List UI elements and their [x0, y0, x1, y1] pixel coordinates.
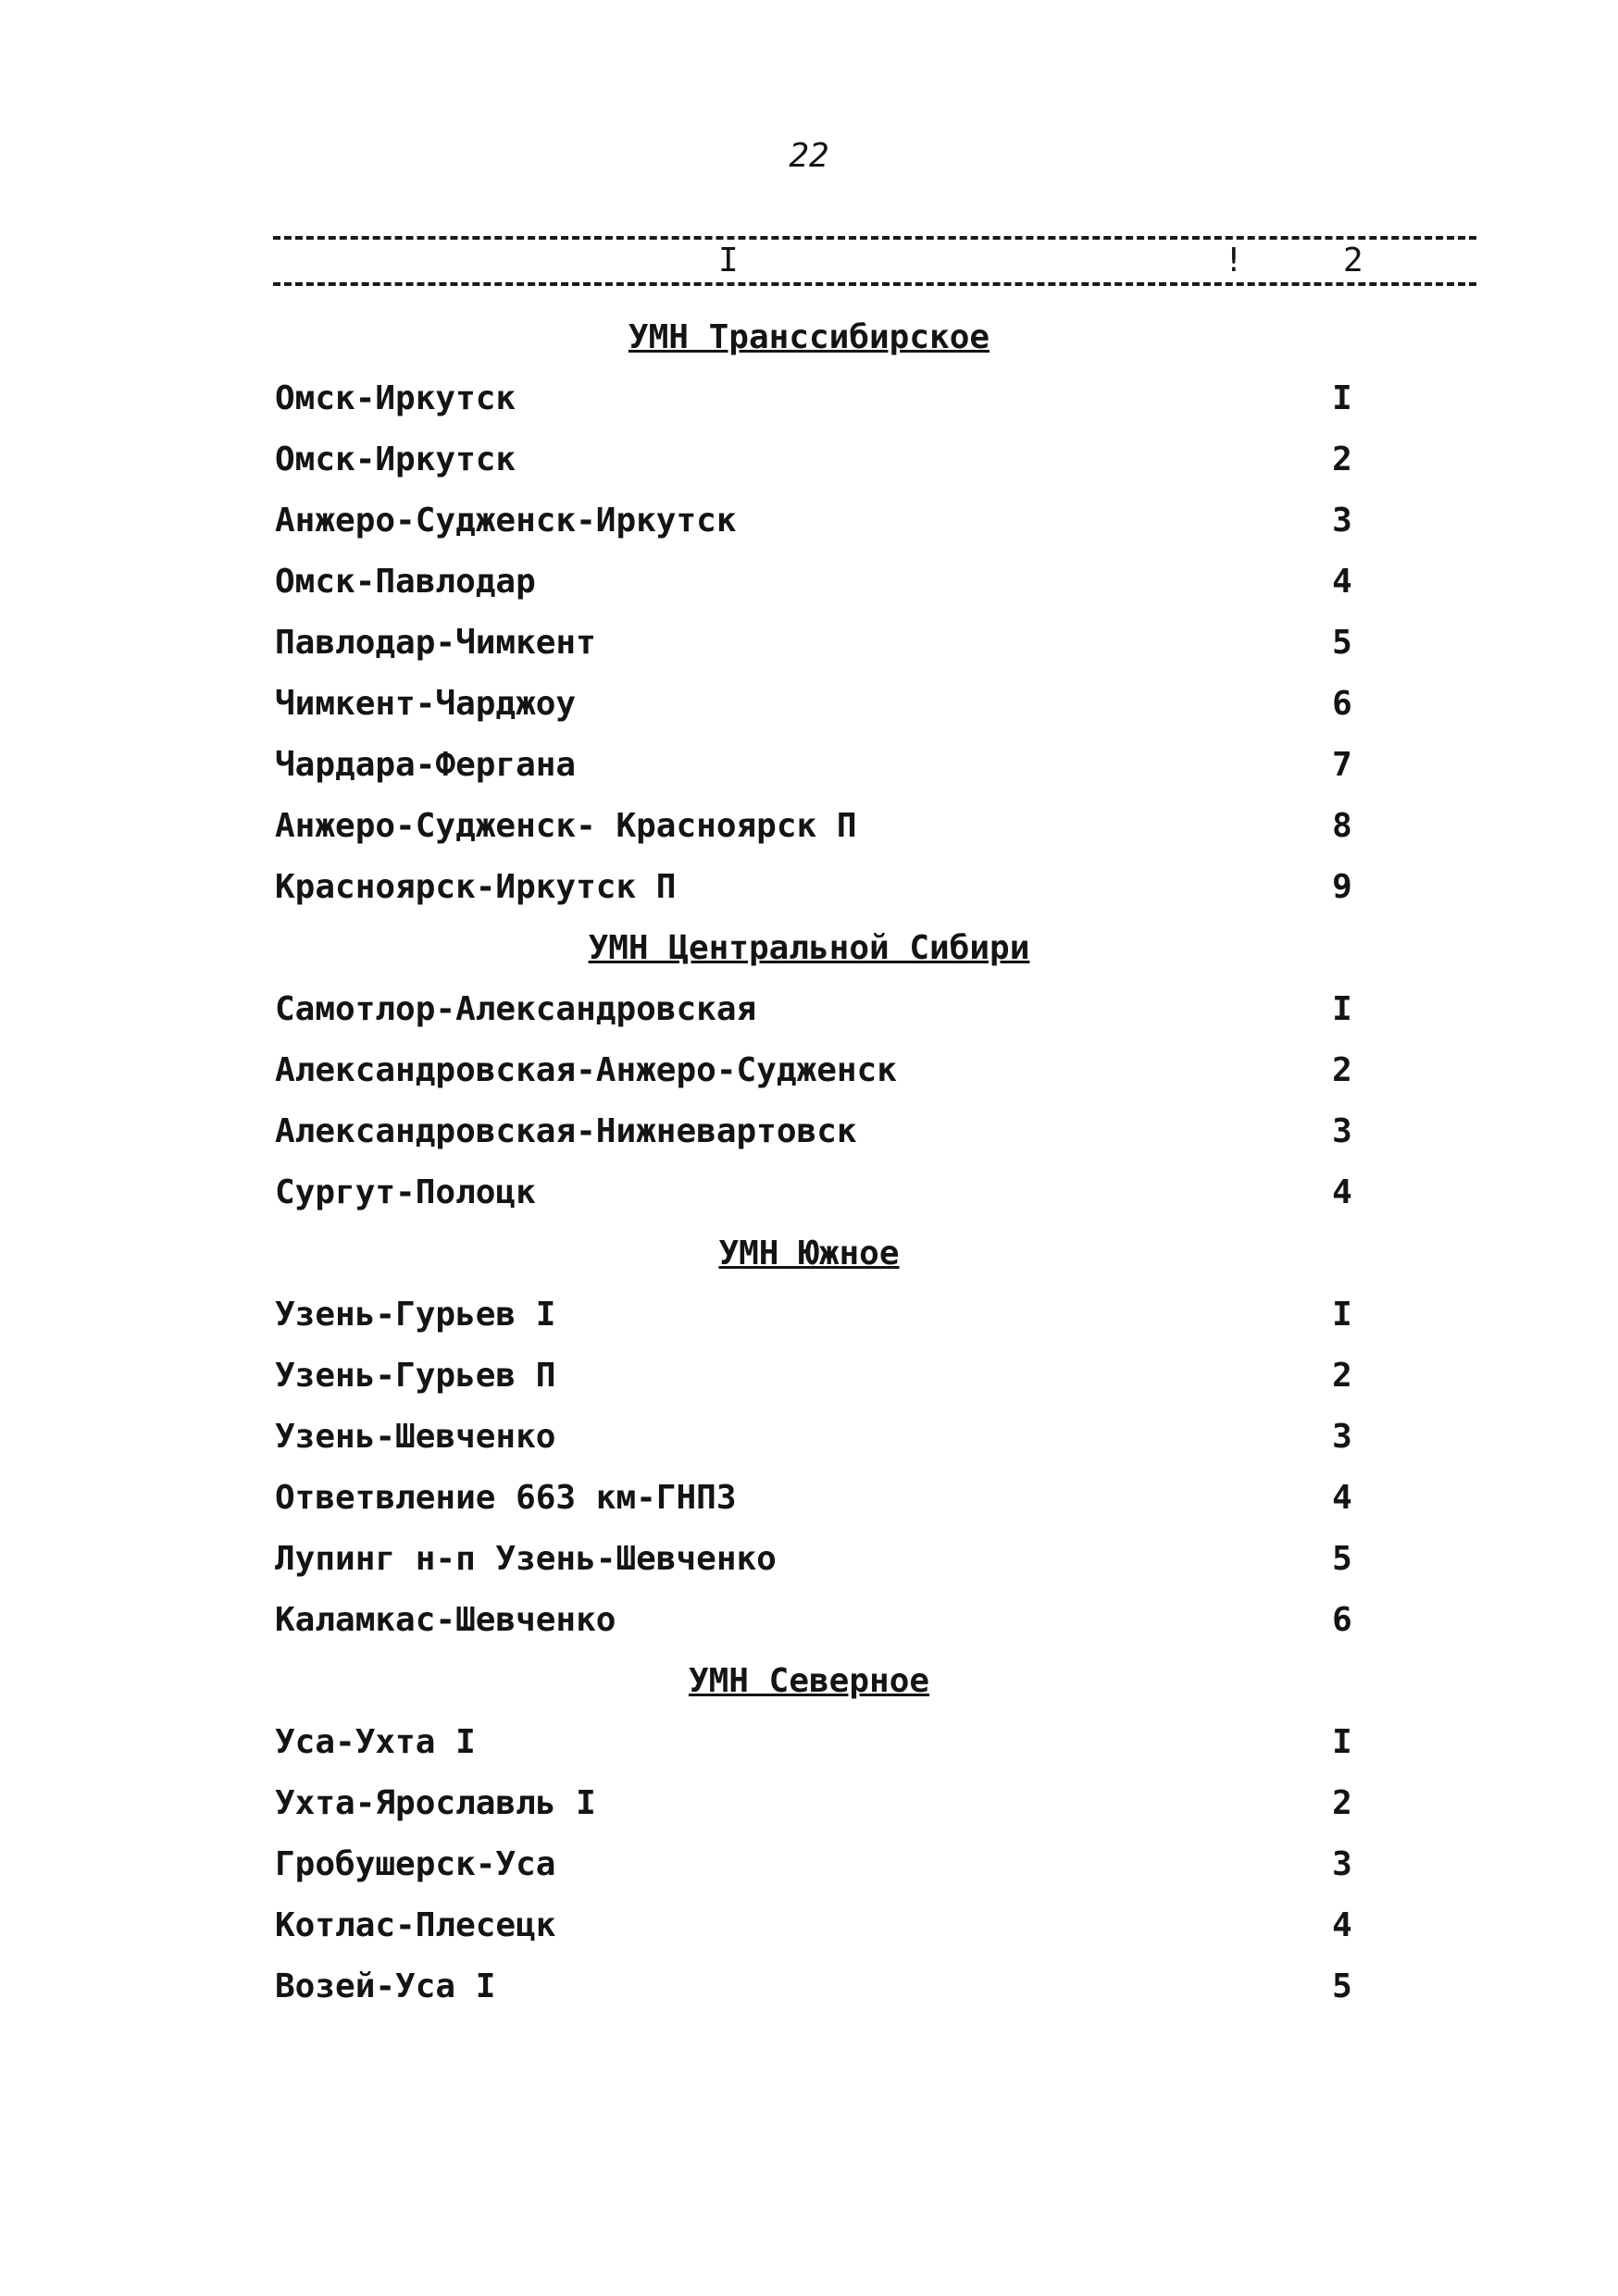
section-title: УМН Транссибирское	[628, 318, 990, 356]
pipeline-name: Чимкент-Чарджоу	[275, 685, 577, 723]
table-body	[0, 307, 1618, 2017]
pipeline-name: Лупинг н-п Узень-Шевченко	[275, 1540, 777, 1578]
table-row	[0, 1346, 1618, 1407]
pipeline-name: Омск-Павлодар	[275, 563, 536, 601]
header-top-rule	[273, 236, 1476, 240]
row-number: 7	[1332, 746, 1352, 784]
row-number: 9	[1332, 868, 1352, 906]
pipeline-name: Александровская-Анжеро-Судженск	[275, 1051, 897, 1089]
section-title: УМН Южное	[718, 1235, 900, 1272]
row-number: I	[1332, 1296, 1352, 1334]
pipeline-name: Сургут-Полоцк	[275, 1173, 536, 1211]
pipeline-name: Узень-Гурьев П	[275, 1357, 556, 1395]
pipeline-name: Узень-Шевченко	[275, 1418, 556, 1456]
pipeline-name: Павлодар-Чимкент	[275, 624, 596, 662]
table-row	[0, 674, 1618, 735]
row-number: 4	[1332, 1173, 1352, 1211]
pipeline-name: Александровская-Нижневартовск	[275, 1112, 857, 1150]
row-number: I	[1332, 990, 1352, 1028]
pipeline-name: Узень-Гурьев I	[275, 1296, 556, 1334]
row-number: I	[1332, 1723, 1352, 1761]
pipeline-name: Самотлор-Александровская	[275, 990, 757, 1028]
row-number: 8	[1332, 807, 1352, 845]
table-row	[0, 1101, 1618, 1162]
row-number: 3	[1332, 502, 1352, 540]
pipeline-name: Омск-Иркутск	[275, 441, 517, 478]
row-number: 3	[1332, 1418, 1352, 1456]
table-row	[0, 429, 1618, 490]
table-row	[0, 1895, 1618, 1956]
table-row	[0, 1407, 1618, 1468]
column-header-2: 2	[1339, 242, 1367, 279]
section-title: УМН Северное	[688, 1662, 930, 1700]
row-number: 2	[1332, 1784, 1352, 1822]
table-row	[0, 1468, 1618, 1529]
pipeline-name: Анжеро-Судженск-Иркутск	[275, 502, 737, 540]
row-number: 5	[1332, 1967, 1352, 2005]
pipeline-name: Ответвление 663 км-ГНПЗ	[275, 1479, 737, 1517]
table-row	[0, 857, 1618, 918]
table-row	[0, 979, 1618, 1040]
table-row	[0, 368, 1618, 429]
row-number: 2	[1332, 1357, 1352, 1395]
table-row	[0, 613, 1618, 674]
pipeline-name: Красноярск-Иркутск П	[275, 868, 677, 906]
table-row	[0, 1773, 1618, 1834]
section-title: УМН Центральной Сибири	[588, 929, 1030, 967]
row-number: 4	[1332, 563, 1352, 601]
table-row	[0, 490, 1618, 552]
pipeline-name: Возей-Уса I	[275, 1967, 496, 2005]
row-number: 4	[1332, 1479, 1352, 1517]
pipeline-name: Гробушерск-Уса	[275, 1845, 556, 1883]
pipeline-name: Омск-Иркутск	[275, 379, 517, 417]
table-row	[0, 1590, 1618, 1651]
column-separator: !	[1220, 242, 1248, 279]
row-number: 5	[1332, 624, 1352, 662]
pipeline-name: Уса-Ухта I	[275, 1723, 476, 1761]
row-number: I	[1332, 379, 1352, 417]
table-row	[0, 1712, 1618, 1773]
table-row	[0, 1834, 1618, 1895]
page-number: 22	[789, 137, 829, 175]
table-row	[0, 552, 1618, 613]
row-number: 3	[1332, 1112, 1352, 1150]
row-number: 6	[1332, 685, 1352, 723]
pipeline-name: Чардара-Фергана	[275, 746, 577, 784]
table-row	[0, 1529, 1618, 1590]
row-number: 6	[1332, 1601, 1352, 1639]
table-row	[0, 796, 1618, 857]
column-header-1: I	[715, 242, 742, 279]
table-row	[0, 1162, 1618, 1223]
row-number: 4	[1332, 1906, 1352, 1944]
pipeline-name: Анжеро-Судженск- Красноярск П	[275, 807, 857, 845]
row-number: 5	[1332, 1540, 1352, 1578]
pipeline-name: Каламкас-Шевченко	[275, 1601, 616, 1639]
header-bottom-rule	[273, 282, 1476, 286]
pipeline-name: Котлас-Плесецк	[275, 1906, 556, 1944]
table-row	[0, 1285, 1618, 1346]
row-number: 2	[1332, 441, 1352, 478]
table-row	[0, 1956, 1618, 2017]
row-number: 2	[1332, 1051, 1352, 1089]
row-number: 3	[1332, 1845, 1352, 1883]
table-row	[0, 1040, 1618, 1101]
table-row	[0, 735, 1618, 796]
pipeline-name: Ухта-Ярославль I	[275, 1784, 596, 1822]
